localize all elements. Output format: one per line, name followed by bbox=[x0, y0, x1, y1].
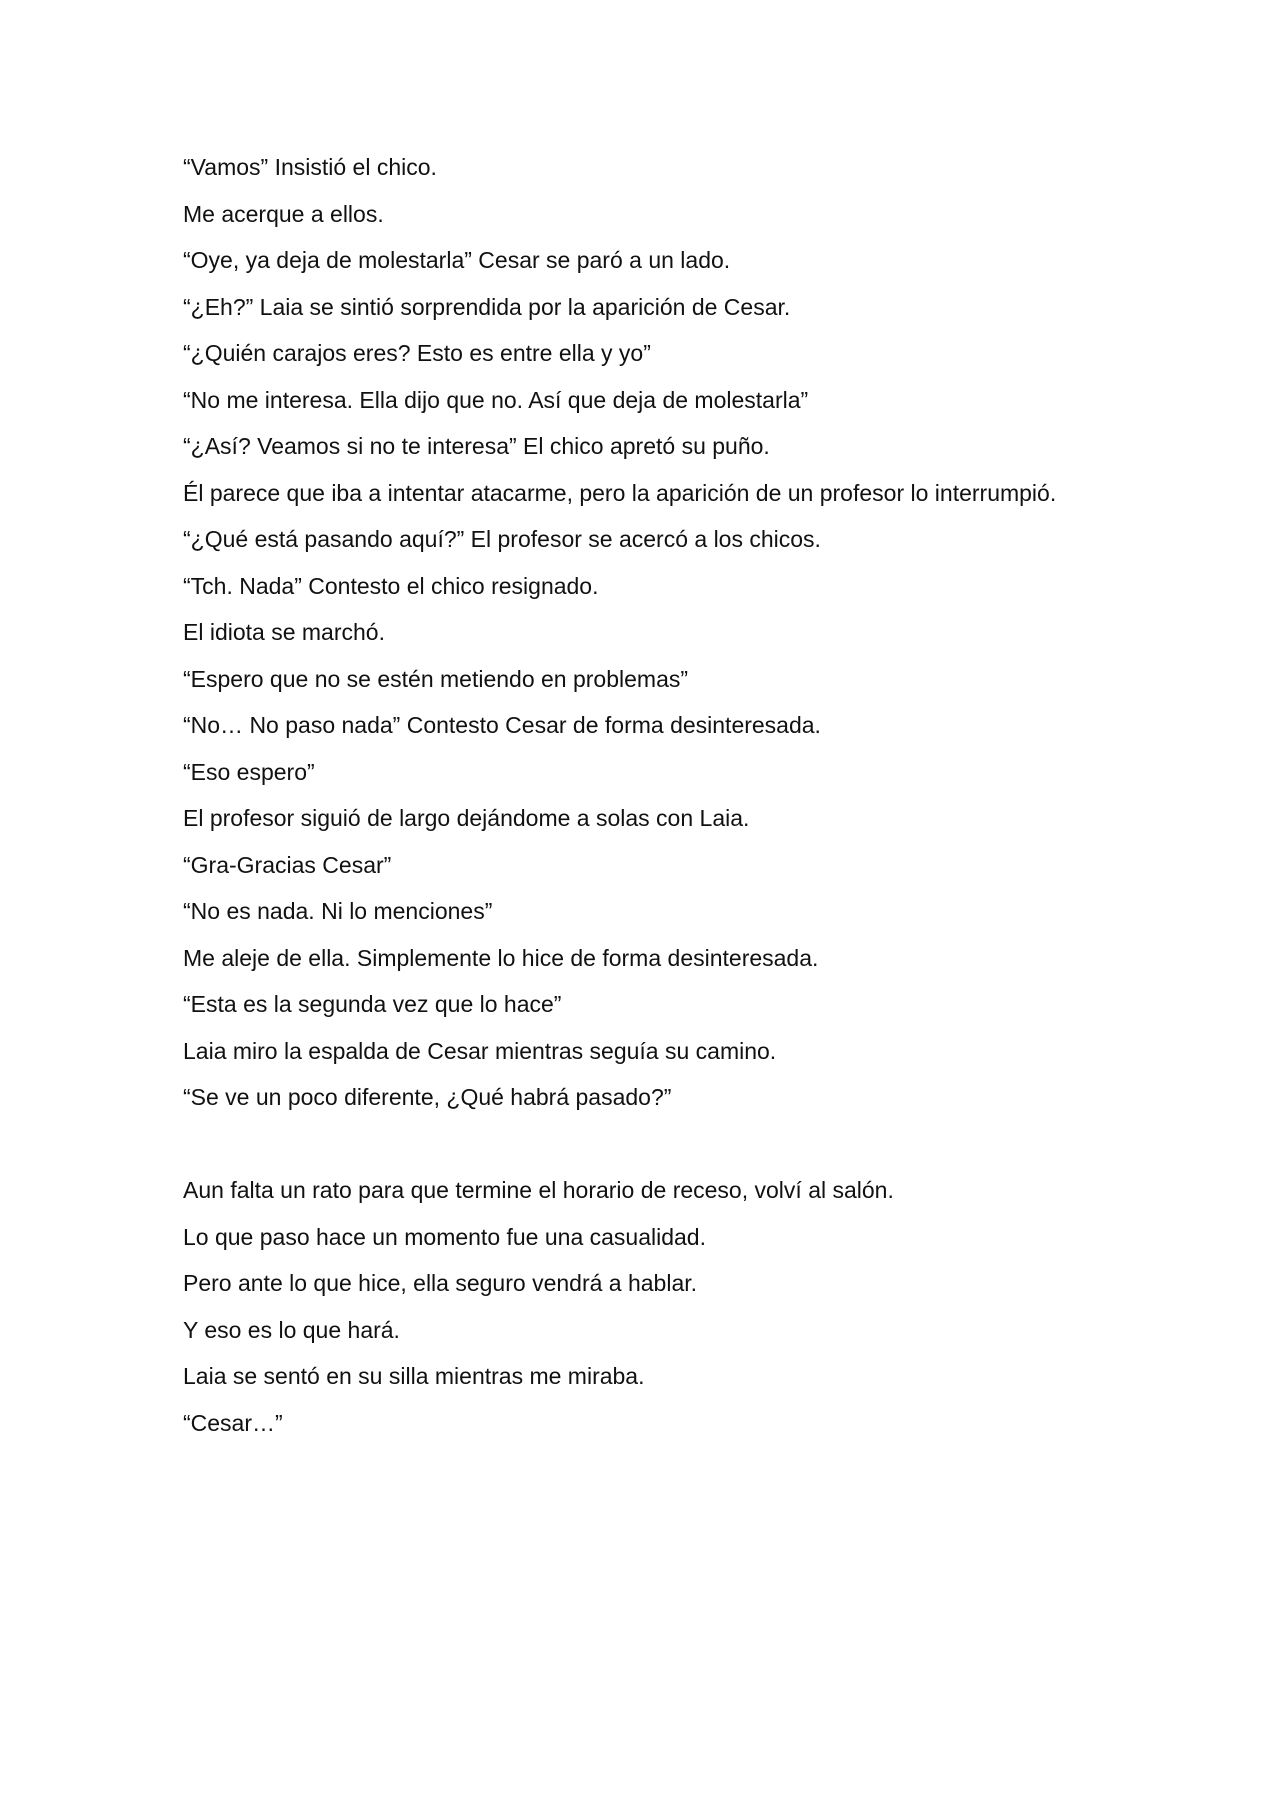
text-line: “No… No paso nada” Contesto Cesar de forma desinteresada. bbox=[183, 712, 821, 738]
text-line: “¿Eh?” Laia se sintió sorprendida por la aparición de Cesar. bbox=[183, 293, 791, 320]
text-line: Pero ante lo que hice, ella seguro vendrá a hablar. bbox=[183, 1270, 698, 1296]
text-line: “Oye, ya deja de molestarla” Cesar se paró a un lado. bbox=[183, 247, 731, 273]
text-line: “Gra-Gracias Cesar” bbox=[183, 851, 392, 878]
text-line: “No es nada. Ni lo menciones” bbox=[183, 898, 493, 924]
text-line: Y eso es lo que hará. bbox=[183, 1316, 400, 1343]
text-line: Aun falta un rato para que termine el horario de receso, volví al salón. bbox=[183, 1177, 894, 1203]
text-line: “Tch. Nada” Contesto el chico resignado. bbox=[183, 572, 599, 599]
text-line: Él parece que iba a intentar atacarme, pero la aparición de un profesor lo interrumpió. bbox=[183, 479, 1057, 506]
text-line: “¿Qué está pasando aquí?” El profesor se acercó a los chicos. bbox=[183, 526, 821, 552]
text-line: Me aleje de ella. Simplemente lo hice de forma desinteresada. bbox=[183, 944, 819, 971]
text-line: “Se ve un poco diferente, ¿Qué habrá pasado?” bbox=[183, 1084, 672, 1110]
text-line: “¿Quién carajos eres? Esto es entre ella y yo” bbox=[183, 340, 651, 366]
section-break bbox=[183, 1127, 1183, 1174]
document-body bbox=[183, 150, 1183, 1452]
text-line: “Esta es la segunda vez que lo hace” bbox=[183, 991, 562, 1017]
text-line: “Vamos” Insistió el chico. bbox=[183, 154, 437, 180]
text-line: “No me interesa. Ella dijo que no. Así que deja de molestarla” bbox=[183, 386, 809, 413]
text-line: “¿Así? Veamos si no te interesa” El chico apretó su puño. bbox=[183, 433, 770, 459]
text-line: “Cesar…” bbox=[183, 1409, 283, 1436]
text-line: Lo que paso hace un momento fue una casualidad. bbox=[183, 1223, 706, 1250]
text-line: “Espero que no se estén metiendo en problemas” bbox=[183, 665, 689, 692]
text-line: Laia miro la espalda de Cesar mientras seguía su camino. bbox=[183, 1037, 777, 1064]
text-line: El profesor siguió de largo dejándome a solas con Laia. bbox=[183, 805, 750, 831]
text-line: “Eso espero” bbox=[183, 758, 315, 785]
text-line: Me acerque a ellos. bbox=[183, 200, 384, 227]
text-line: Laia se sentó en su silla mientras me miraba. bbox=[183, 1363, 645, 1389]
text-line: El idiota se marchó. bbox=[183, 619, 385, 645]
